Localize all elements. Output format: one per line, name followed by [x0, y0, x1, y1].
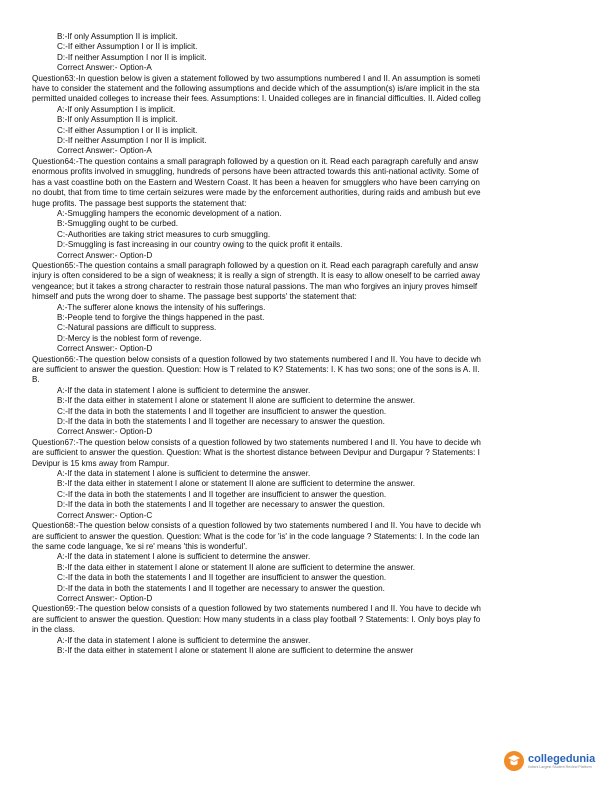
answer-option: B:-If the data either in statement I alone or statement II alone are sufficient to determine the answer.: [57, 396, 416, 406]
answer-option: A:-The sufferer alone knows the intensity of his sufferings.: [57, 302, 266, 312]
question-text-line: permitted unaided colleges to increase their fees. Assumptions: I. Unaided colleges are in financial difficulties. II. Aided colleg: [32, 94, 481, 104]
answer-option: C:-Authorities are taking strict measures to curb smuggling.: [57, 229, 271, 239]
question-text-line: Question64:-The question contains a small paragraph followed by a question on it. Read each paragraph carefully and answ: [32, 156, 479, 166]
answer-option: D:-If neither Assumption I nor II is implicit.: [57, 136, 207, 146]
correct-answer: Correct Answer:- Option-C: [57, 510, 153, 520]
question-text-line: in the class.: [32, 625, 75, 635]
question-text-line: enormous profits involved in smuggling, hundreds of persons have been attracted towards this anti-national activity. Some of: [32, 167, 479, 177]
answer-option: C:-If either Assumption I or II is implicit.: [57, 125, 198, 135]
answer-option: D:-If the data in both the statements I and II together are necessary to answer the question.: [57, 583, 385, 593]
answer-option: A:-Smuggling hampers the economic development of a nation.: [57, 208, 282, 218]
question-text-line: Question67:-The question below consists of a question followed by two statements numbered I and II. You have to decide wh: [32, 437, 481, 447]
question-text-line: the same code language, 'ke si re' means 'this is wonderful'.: [32, 541, 248, 551]
question-text-line: are sufficient to answer the question. Question: What is the code for 'is' in the code language ? Statements: I. In the code lan: [32, 531, 480, 541]
question-text-line: Question65:-The question contains a small paragraph followed by a question on it. Read each paragraph carefully and answ: [32, 260, 479, 270]
question-text-line: huge profits. The passage best supports the statement that:: [32, 198, 247, 208]
answer-option: A:-If the data in statement I alone is sufficient to determine the answer.: [57, 635, 311, 645]
question-text-line: injury is often considered to be a sign of weakness; it is really a sign of strength. It is easy to allow oneself to be carried away: [32, 271, 481, 281]
answer-option: C:-If the data in both the statements I and II together are insufficient to answer the question.: [57, 573, 387, 583]
answer-option: C:-If the data in both the statements I and II together are insufficient to answer the question.: [57, 489, 387, 499]
answer-option: C:-Natural passions are difficult to suppress.: [57, 323, 217, 333]
answer-option: B:-If the data either in statement I alone or statement II alone are sufficient to determine the answer: [57, 645, 414, 655]
answer-option: B:-If only Assumption II is implicit.: [57, 115, 178, 125]
answer-option: A:-If only Assumption I is implicit.: [57, 104, 176, 114]
answer-option: A:-If the data in statement I alone is sufficient to determine the answer.: [57, 385, 311, 395]
question-text-line: are sufficient to answer the question. Question: How is T related to K? Statements: I. K has two sons; one of the sons is A. II.: [32, 365, 480, 374]
answer-option: C:-If either Assumption I or II is implicit.: [57, 42, 198, 52]
question-text-line: Devipur is 15 kms away from Rampur.: [32, 458, 170, 468]
answer-option: C:-If the data in both the statements I and II together are insufficient to answer the question.: [57, 406, 387, 416]
answer-option: B:-If the data either in statement I alone or statement II alone are sufficient to determine the answer.: [57, 479, 416, 489]
question-text-line: Question69:-The question below consists of a question followed by two statements numbered I and II. You have to decide wh: [32, 604, 481, 614]
answer-option: B:-If the data either in statement I alone or statement II alone are sufficient to determine the answer.: [57, 562, 416, 572]
answer-option: D:-If neither Assumption I nor II is implicit.: [57, 52, 207, 62]
answer-option: A:-If the data in statement I alone is sufficient to determine the answer.: [57, 552, 311, 562]
watermark-brand: collegedunia: [528, 752, 596, 765]
question-text-line: have to consider the statement and the following assumptions and decide which of the assumption(s) is/are implicit in the sta: [32, 84, 480, 94]
correct-answer: Correct Answer:- Option-D: [57, 427, 153, 437]
answer-option: D:-Mercy is the noblest form of revenge.: [57, 333, 202, 343]
correct-answer: Correct Answer:- Option-D: [57, 593, 153, 603]
correct-answer: Correct Answer:- Option-D: [57, 250, 153, 260]
correct-answer: Correct Answer:- Option-A: [57, 146, 152, 156]
answer-option: A:-If the data in statement I alone is sufficient to determine the answer.: [57, 469, 311, 479]
question-text-line: are sufficient to answer the question. Question: How many students in a class play football ? Statements: I. Only boys play fo: [32, 614, 481, 624]
answer-option: D:-If the data in both the statements I and II together are necessary to answer the question.: [57, 417, 385, 427]
answer-option: D:-Smuggling is fast increasing in our country owing to the quick profit it entails.: [57, 240, 343, 250]
answer-option: B:-People tend to forgive the things happened in the past.: [57, 312, 265, 322]
question-text-line: Question68:-The question below consists of a question followed by two statements numbered I and II. You have to decide wh: [32, 521, 481, 531]
question-paper-page: [32, 32, 612, 762]
watermark-text: [528, 753, 595, 770]
watermark-tagline: India's Largest Student Review Platform: [528, 764, 592, 769]
question-text-line: vengeance; but it takes a strong character to restrain those natural passions. The man who forgives an injury proves himself: [32, 281, 478, 291]
question-text-line: Question66:-The question below consists of a question followed by two statements numbered I and II. You have to decide wh: [32, 354, 481, 364]
question-text-line: himself and puts the wrong doer to shame. The passage best supports' the statement that:: [32, 292, 357, 302]
question-text-line: are sufficient to answer the question. Question: What is the shortest distance between Devipur and Durgapur ? Statements: I: [32, 448, 480, 458]
collegedunia-watermark: [501, 743, 612, 779]
question-text-line: B.: [32, 375, 40, 385]
answer-option: B:-Smuggling ought to be curbed.: [57, 219, 179, 229]
answer-option: B:-If only Assumption II is implicit.: [57, 32, 178, 41]
question-text-line: no doubt, that from time to time certain seizures were made by the enforcement authorities, during raids and ambush but eve: [32, 188, 481, 198]
question-text-line: has a vast coastline both on the Eastern and Western Coast. It has been a heaven for smugglers who have been carrying on: [32, 177, 480, 187]
answer-option: D:-If the data in both the statements I and II together are necessary to answer the question.: [57, 500, 385, 510]
question-text-line: Question63:-In question below is given a statement followed by two assumptions numbered I and II. An assumption is someti: [32, 73, 481, 83]
correct-answer: Correct Answer:- Option-A: [57, 63, 152, 73]
correct-answer: Correct Answer:- Option-D: [57, 344, 153, 354]
collegedunia-logo-icon: [503, 750, 525, 772]
